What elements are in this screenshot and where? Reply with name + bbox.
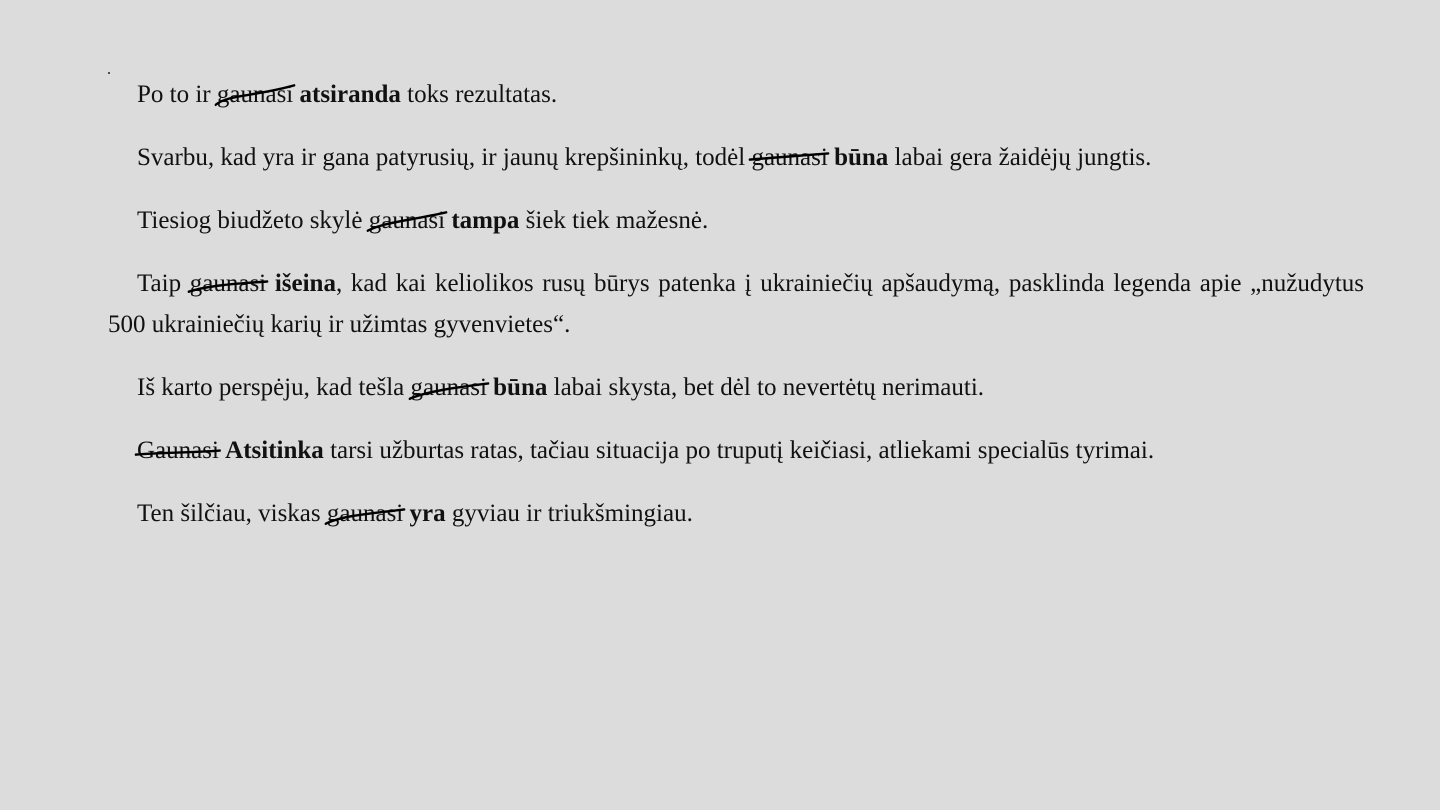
example-sentence — [108, 74, 1364, 115]
example-sentence — [108, 430, 1364, 471]
crossed-out-word — [327, 493, 403, 534]
crossed-out-word — [137, 430, 219, 471]
sentence-text: labai gera žaidėjų jungtis. — [888, 144, 1152, 171]
replacement-word: Atsitinka — [225, 437, 324, 464]
example-sentence — [108, 200, 1364, 241]
sentence-text: Ten šilčiau, viskas — [137, 500, 327, 527]
document-body — [108, 74, 1364, 556]
crossed-out-word-text: gaunasi — [368, 207, 446, 234]
crossed-out-word-text: gaunasi — [189, 270, 267, 297]
sentence-text: Taip — [137, 270, 190, 297]
sentence-text: šiek tiek mažesnė. — [519, 207, 709, 234]
sentence-text: Svarbu, kad yra ir gana patyrusių, ir jaunų krepšininkų, todėl — [137, 144, 752, 171]
replacement-word: būna — [493, 374, 548, 401]
sentence-text: toks rezultatas. — [400, 81, 558, 108]
example-sentence — [108, 263, 1364, 345]
crossed-out-word-text: gaunasi — [216, 81, 294, 108]
crossed-out-word-text: gaunasi — [410, 374, 487, 401]
crossed-out-word — [217, 74, 293, 115]
crossed-out-word — [751, 137, 827, 178]
crossed-out-word — [369, 200, 445, 241]
replacement-word: tampa — [451, 207, 520, 234]
replacement-word: būna — [834, 144, 889, 171]
sentence-text: Po to ir — [137, 81, 217, 108]
crossed-out-word-text: gaunasi — [751, 144, 828, 171]
crossed-out-word-text: Gaunasi — [137, 437, 219, 464]
example-sentence — [108, 367, 1364, 408]
replacement-word: išeina — [274, 270, 336, 297]
sentence-text: tarsi užburtas ratas, tačiau situacija po truputį keičiasi, atliekami specialūs tyrimai. — [323, 437, 1155, 464]
replacement-word: atsiranda — [299, 81, 401, 108]
crossed-out-word — [411, 367, 487, 408]
replacement-word: yra — [409, 500, 446, 527]
sentence-text: gyviau ir triukšmingiau. — [445, 500, 693, 527]
sentence-text: Iš karto perspėju, kad tešla — [137, 374, 411, 401]
crossed-out-word — [190, 263, 266, 304]
example-sentence — [108, 493, 1364, 534]
crossed-out-word-text: gaunasi — [326, 500, 404, 527]
sentence-text: , kad kai keliolikos rusų būrys patenka į ukrainiečių apšaudymą, pasklinda legenda apie „nužudytus 500 ukrainiečių karių ir užimtas gyvenvietes“. — [108, 270, 1364, 338]
sentence-text: labai skysta, bet dėl to nevertėtų nerimauti. — [547, 374, 985, 401]
sentence-text: Tiesiog biudžeto skylė — [137, 207, 369, 234]
example-sentence — [108, 137, 1364, 178]
